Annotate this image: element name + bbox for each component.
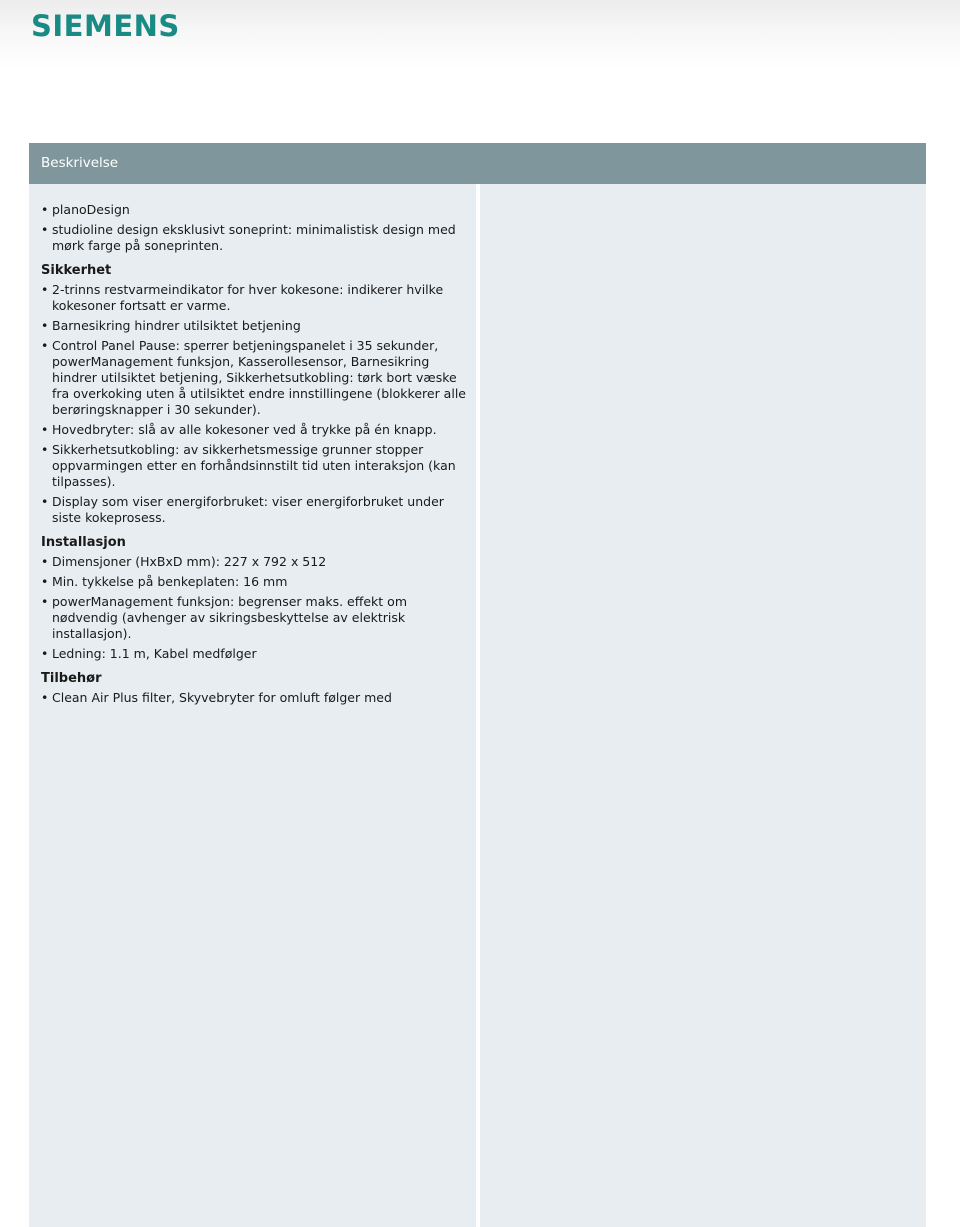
bullet-icon: • (41, 222, 49, 237)
list-item-text: 2-trinns restvarmeindikator for hver kokesone: indikerer hvilke kokesoner fortsatt er varme. (52, 282, 444, 313)
list-item (41, 338, 466, 418)
description-column (29, 184, 476, 1227)
bullet-icon: • (41, 574, 49, 589)
list-item (41, 554, 466, 570)
bullet-list (41, 282, 466, 526)
description-content (41, 202, 466, 710)
list-item (41, 574, 466, 590)
siemens-logo: SIEMENS (31, 9, 180, 43)
bullet-icon: • (41, 442, 49, 457)
bullet-icon: • (41, 282, 49, 297)
list-item-text: Dimensjoner (HxBxD mm): 227 x 792 x 512 (52, 554, 327, 569)
list-item-text: Sikkerhetsutkobling: av sikkerhetsmessige grunner stopper oppvarmingen etter en forhåndsinnstilt tid uten interaksjon (kan tilpasses). (52, 442, 456, 489)
bullet-list (41, 690, 466, 706)
list-item-text: Min. tykkelse på benkeplaten: 16 mm (52, 574, 288, 589)
list-item (41, 646, 466, 662)
bullet-list (41, 202, 466, 254)
list-item (41, 202, 466, 218)
list-item-text: Display som viser energiforbruket: viser energiforbruket under siste kokeprosess. (52, 494, 444, 525)
bullet-icon: • (41, 646, 49, 661)
list-item (41, 594, 466, 642)
bullet-icon: • (41, 554, 49, 569)
list-item (41, 222, 466, 254)
group-heading: Sikkerhet (41, 263, 112, 278)
bullet-icon: • (41, 318, 49, 333)
bullet-icon: • (41, 202, 49, 217)
group-heading: Installasjon (41, 535, 126, 550)
list-item (41, 690, 466, 706)
list-item-text: planoDesign (52, 202, 130, 217)
bullet-list (41, 554, 466, 662)
list-item-text: Clean Air Plus filter, Skyvebryter for omluft følger med (52, 690, 392, 705)
list-item (41, 442, 466, 490)
empty-column (480, 184, 926, 1227)
bullet-icon: • (41, 338, 49, 353)
section-header (29, 143, 926, 184)
bullet-icon: • (41, 422, 49, 437)
list-item-text: Ledning: 1.1 m, Kabel medfølger (52, 646, 257, 661)
list-item-text: Barnesikring hindrer utilsiktet betjening (52, 318, 301, 333)
list-item (41, 282, 466, 314)
section-title: Beskrivelse (41, 155, 119, 171)
list-item-text: powerManagement funksjon: begrenser maks. effekt om nødvendig (avhenger av sikringsbeskyttelse av elektrisk installasjon). (52, 594, 407, 641)
group-heading: Tilbehør (41, 671, 102, 686)
list-item (41, 422, 466, 438)
list-item-text: studioline design eksklusivt soneprint: minimalistisk design med mørk farge på soneprinten. (52, 222, 456, 253)
bullet-icon: • (41, 494, 49, 509)
bullet-icon: • (41, 594, 49, 609)
list-item-text: Hovedbryter: slå av alle kokesoner ved å trykke på én knapp. (52, 422, 437, 437)
list-item (41, 494, 466, 526)
bullet-icon: • (41, 690, 49, 705)
list-item (41, 318, 466, 334)
list-item-text: Control Panel Pause: sperrer betjeningspanelet i 35 sekunder, powerManagement funksjon, Kasserollesensor, Barnesikring hindrer utilsiktet betjening, Sikkerhetsutkobling: tørk bort væske fra overkoking uten å utilsiktet endre innstillingene (blokkerer alle berøringsknapper i 30 sekunder). (52, 338, 466, 417)
